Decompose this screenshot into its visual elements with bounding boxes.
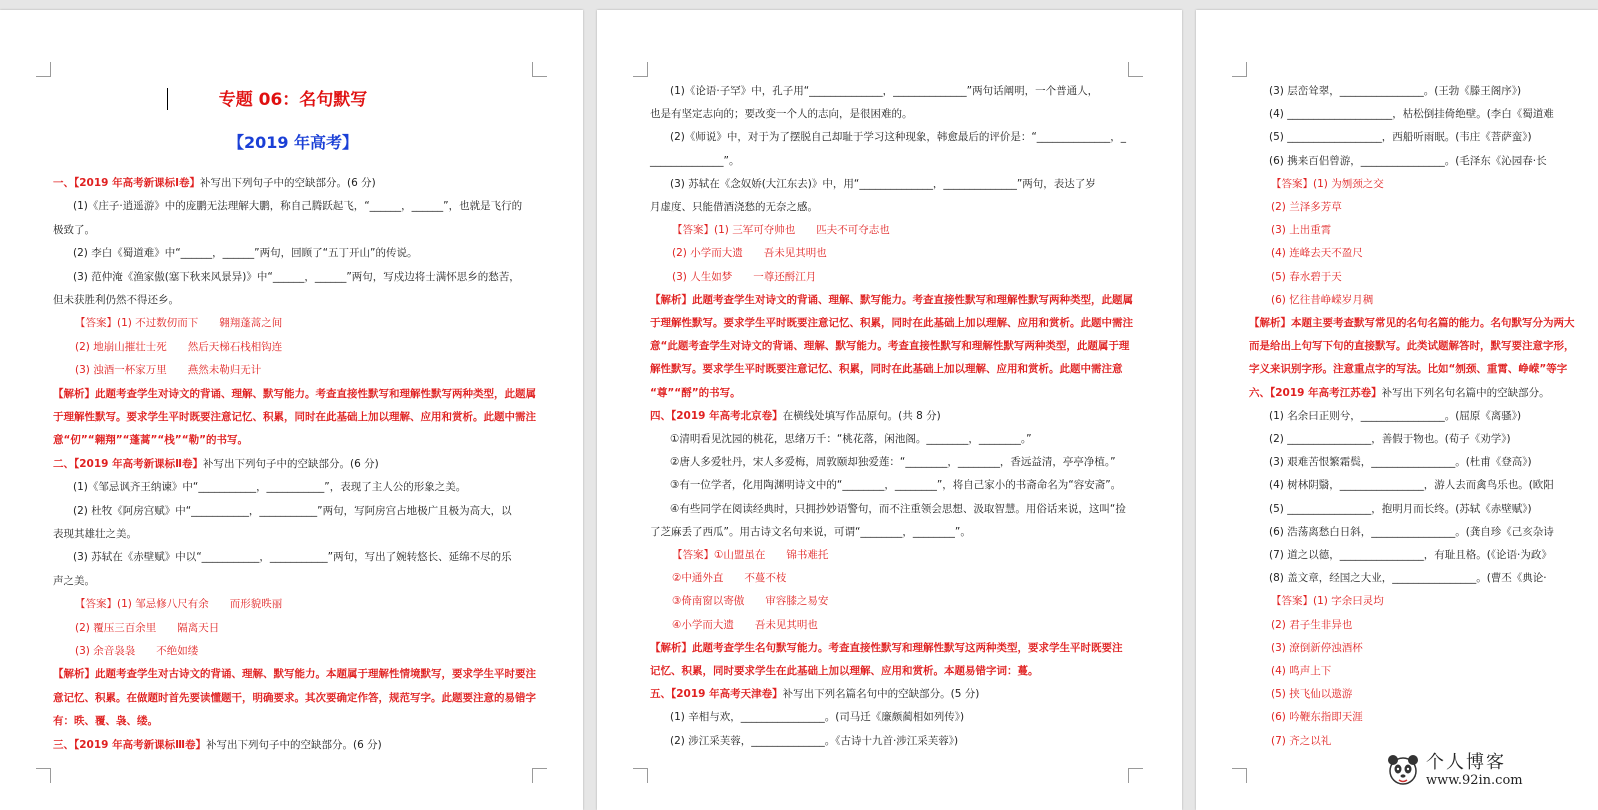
question-heading: [1249, 386, 1550, 400]
text-line: (3) 苏轼在《念奴娇(大江东去)》中，用“______________，______________”两句，表达了岁: [670, 177, 1096, 190]
text-line: (3) 范仲淹《渔家傲(塞下秋来风景异)》中“______，______”两句，写戍边将士满怀思乡的愁苦，: [73, 270, 520, 283]
text-line: 但未获胜利仍然不得还乡。: [53, 294, 179, 306]
analysis-line: 【解析】此题考查学生对古诗文的背诵、理解、默写能力。本题属于理解性情境默写，要求学生平时要注: [53, 668, 536, 681]
analysis-line: 而是给出上句写下句的直接默写。此类试题解答时，默写要注意字形，: [1249, 340, 1575, 353]
question-heading: [650, 687, 979, 701]
question-instruction: 在横线处填写作品原句。(共 8 分): [782, 409, 941, 422]
crop-mark: [532, 62, 547, 77]
question-source-label: 一、【2019 年高考新课标Ⅰ卷】: [53, 177, 201, 189]
analysis-line: 【解析】此题考查学生名句默写能力。考查直接性默写和理解性默写这两种类型，要求学生平时既要注: [650, 641, 1123, 654]
document-subtitle: 【2019 年高考】: [227, 133, 359, 152]
text-line: 月虚度、只能借酒浇愁的无奈之感。: [650, 201, 818, 213]
answer-line: (6) 忆往昔峥嵘岁月稠: [1271, 293, 1374, 306]
text-line: (3) 艰难苦恨繁霜鬓，________________。(杜甫《登高》): [1269, 456, 1532, 469]
question-source-label: 三、【2019 年高考新课标Ⅲ卷】: [53, 738, 207, 751]
text-line: (3) 苏轼在《赤壁赋》中以“___________，___________”两句，写出了婉转悠长、延绵不尽的乐: [73, 551, 512, 564]
text-line: (5) __________________，西船听雨眠。(韦庄《菩萨蛮》): [1269, 131, 1532, 144]
question-instruction: 补写出下列句子中的空缺部分。(6 分): [203, 457, 379, 470]
answer-line: (3) 浊酒一杯家万里 燕然未勒归无计: [75, 364, 262, 377]
text-line: (2)《师说》中，对于为了摆脱自己却耻于学习这种现象，韩愈最后的评价是：“______________，_: [670, 131, 1127, 144]
text-line: ②唐人多爱牡丹，宋人多爱梅，周敦颐却独爱莲：“________，________，香远益清，亭亭净植。”: [670, 456, 1116, 469]
answer-line: (2) 覆压三百余里 隔离天日: [75, 621, 220, 634]
question-heading: [53, 176, 376, 190]
text-line: (6) 携来百侣曾游，________________。(毛泽东《沁园春·长: [1269, 154, 1547, 167]
analysis-line: 字义来识别字形。注意重点字的写法。比如“刎颈、重霄、峥嵘”等字: [1249, 363, 1568, 376]
text-line: (1) 辛相与欢，________________。(司马迁《廉颇蔺相如列传》): [670, 711, 965, 724]
answer-line: 【答案】(1) 邹忌修八尺有余 而形貌昳丽: [75, 598, 283, 611]
question-heading: [53, 738, 382, 752]
text-line: 也是有坚定志向的；要改变一个人的志向，是很困难的。: [650, 108, 913, 121]
text-line: ④有些同学在阅读经典时，只拥抄妙语警句，而不注重领会思想、汲取智慧。用俗话来说，这叫“捡: [670, 502, 1126, 515]
crop-mark: [532, 768, 547, 783]
answer-line: (4) 鸣声上下: [1271, 665, 1332, 677]
analysis-line: 【解析】此题考查学生对诗文的背诵、理解、默写能力。考查直接性默写和理解性默写两种类型，此题属: [650, 293, 1133, 306]
answer-line: (2) 君子生非异也: [1271, 618, 1353, 631]
text-line: (5) ________________，抱明月而长终。(苏轼《赤壁赋》): [1269, 502, 1532, 515]
analysis-line: 解性默写。要求学生平时既要注意记忆、积累，同时在此基础上加以理解、应用和赏析。此题中需注意: [650, 363, 1123, 376]
crop-mark: [1232, 62, 1247, 77]
answer-line: 【答案】(1) 三军可夺帅也 匹夫不可夺志也: [672, 224, 890, 237]
question-source-label: 六、【2019 年高考江苏卷】: [1249, 386, 1382, 399]
document-page-2: [597, 10, 1182, 810]
question-source-label: 二、【2019 年高考新课标Ⅱ卷】: [53, 457, 204, 470]
answer-line: 【答案】(1) 不过数仞而下 翱翔蓬蒿之间: [75, 317, 283, 330]
crop-mark: [36, 62, 51, 77]
analysis-line: 于理解性默写。要求学生平时既要注意记忆、积累，同时在此基础上加以理解、应用和赏析。此题中需注: [650, 317, 1133, 329]
text-line: 声之美。: [53, 574, 95, 587]
text-line: 极致了。: [53, 223, 95, 236]
answer-line: 【答案】(1) 字余曰灵均: [1271, 595, 1384, 608]
analysis-line: 有：昳、覆、袅、缕。: [53, 715, 158, 728]
question-source-label: 五、【2019 年高考天津卷】: [650, 688, 783, 701]
crop-mark: [633, 768, 648, 783]
answer-line: (3) 人生如梦 一尊还酹江月: [672, 270, 817, 283]
watermark-title: 个人博客: [1426, 751, 1506, 773]
answer-line: ②中通外直 不蔓不枝: [672, 572, 787, 585]
text-line: (2) 杜牧《阿房宫赋》中“___________，___________”两句，写阿房宫占地极广且极为高大，以: [73, 504, 512, 517]
analysis-line: 意“此题考查学生对诗文的背诵、理解、默写能力。考查直接性默写和理解性默写两种类型，此题属于理: [650, 340, 1130, 353]
question-source-label: 四、【2019 年高考北京卷】: [650, 409, 783, 422]
answer-line: (7) 齐之以礼: [1271, 734, 1332, 747]
text-line: 了芝麻丢了西瓜”。用古诗文名句来说，可谓“________，________”。: [650, 525, 971, 538]
text-line: (6) 浩荡离愁白日斜，________________。(龚自珍《己亥杂诗: [1269, 525, 1554, 538]
text-line: ③有一位学者，化用陶渊明诗文中的“________，________”，将自己家小的书斋命名为“容安斋”。: [670, 479, 1122, 492]
text-line: (2) ________________，善假于物也。(荀子《劝学》): [1269, 433, 1511, 445]
document-page-3: [1196, 10, 1598, 810]
question-instruction: 补写出下列名句名篇中的空缺部分。: [1381, 386, 1550, 399]
text-line: (7) 道之以德，________________，有耻且格。(《论语·为政》: [1269, 549, 1552, 561]
answer-line: (6) 吟鞭东指即天涯: [1271, 711, 1363, 724]
analysis-line: 【解析】本题主要考查默写常见的名句名篇的能力。名句默写分为两大: [1249, 317, 1575, 329]
text-line: ①清明看见沈园的桃花，思绪万千：“桃花落，闲池阁。________，________。”: [670, 433, 1032, 445]
site-watermark: [1380, 750, 1598, 790]
answer-line: (3) 上出重霄: [1271, 224, 1332, 237]
question-heading: [650, 409, 941, 423]
answer-line: (2) 地崩山摧壮士死 然后天梯石栈相钩连: [75, 340, 283, 353]
crop-mark: [1128, 62, 1143, 77]
analysis-line: 意记忆、积累。在做题时首先要读懂题干，明确要求。其次要确定作答，规范写字。此题要注意的易错字: [53, 691, 536, 704]
answer-line: ③倚南窗以寄傲 审容膝之易安: [672, 595, 829, 608]
text-line: (1)《庄子·逍遥游》中的庞鹏无法理解大鹏，称自己腾跃起飞，“______，______”，也就是飞行的: [73, 200, 523, 213]
crop-mark: [633, 62, 648, 77]
answer-line: 【答案】(1) 为刎颈之交: [1271, 177, 1384, 190]
text-line: (3) 层峦耸翠，________________。(王勃《滕王阁序》): [1269, 85, 1522, 97]
answer-line: (4) 连峰去天不盈尺: [1271, 247, 1363, 260]
text-line: (4) 树林阴翳，________________，游人去而禽鸟乐也。(欧阳: [1269, 479, 1554, 492]
text-line: (1)《论语·子罕》中，孔子用“______________，______________”两句话阐明，一个普通人，: [670, 85, 1099, 97]
document-title: 专题 06：名句默写: [218, 90, 368, 110]
panda-face-icon: [1386, 753, 1420, 787]
analysis-line: 于理解性默写。要求学生平时既要注意记忆、积累，同时在此基础上加以理解、应用和赏析。此题中需注: [53, 411, 536, 423]
question-instruction: 补写出下列名篇名句中的空缺部分。(5 分): [782, 688, 980, 701]
answer-line: ④小学而大遗 吾未见其明也: [672, 618, 818, 631]
answer-line: (5) 挟飞仙以遨游: [1271, 688, 1353, 701]
watermark-url: www.92in.com: [1426, 772, 1523, 788]
answer-line: (3) 余音袅袅 不绝如缕: [75, 645, 199, 657]
text-line: (1)《邹忌讽齐王纳谏》中“___________，___________”，表现了主人公的形象之美。: [73, 481, 467, 494]
answer-line: (5) 春水碧于天: [1271, 270, 1342, 283]
analysis-line: 【解析】此题考查学生对诗文的背诵、理解、默写能力。考查直接性默写和理解性默写两种类型，此题属: [53, 387, 536, 400]
analysis-line: 记忆、积累，同时要求学生在此基础上加以理解、应用和赏析。本题易错字词：蔓。: [650, 665, 1039, 677]
document-page-1: [0, 10, 583, 810]
answer-line: (2) 小学而大遗 吾未见其明也: [672, 247, 827, 260]
text-line: (2) 涉江采芙蓉，______________。《古诗十九首·涉江采芙蓉》): [670, 734, 959, 747]
answer-line: (2) 兰泽多芳草: [1271, 201, 1342, 213]
text-line: 表现其雄壮之美。: [53, 528, 137, 540]
text-line: (4) ____________________，枯松倒挂倚绝壁。(李白《蜀道难: [1269, 108, 1554, 121]
answer-line: (3) 潦倒新停浊酒杯: [1271, 641, 1363, 654]
text-line: (1) 名余曰正则兮，________________。(屈原《离骚》): [1269, 409, 1522, 422]
question-instruction: 补写出下列句子中的空缺部分。(6 分): [200, 177, 376, 189]
text-line: (2) 李白《蜀道难》中“______，______”两句，回顾了“五丁开山”的传说。: [73, 247, 418, 260]
question-heading: [53, 457, 379, 471]
text-line: (8) 盖文章，经国之大业，________________。(曹丕《典论·: [1269, 572, 1547, 585]
answer-line: 【答案】①山盟虽在 锦书难托: [672, 549, 829, 561]
crop-mark: [1232, 768, 1247, 783]
crop-mark: [1128, 768, 1143, 783]
analysis-line: “尊”“酹”的书写。: [650, 386, 741, 399]
text-line: ______________”。: [650, 154, 740, 167]
question-instruction: 补写出下列句子中的空缺部分。(6 分): [206, 738, 382, 751]
crop-mark: [36, 768, 51, 783]
analysis-line: 意“仞”“翱翔”“蓬蒿”“栈”“勒”的书写。: [53, 434, 249, 447]
